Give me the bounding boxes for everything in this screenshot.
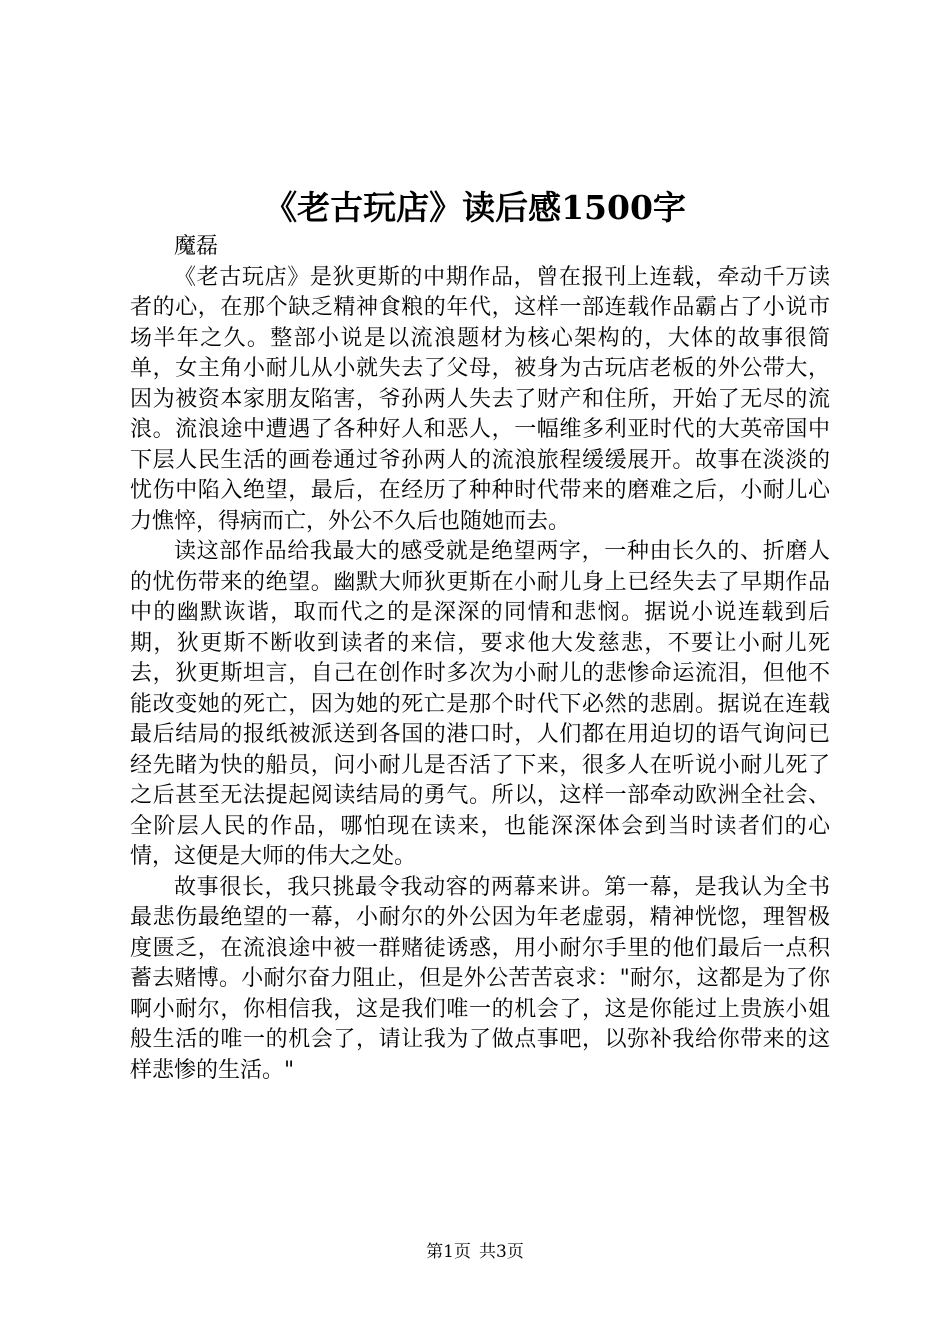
document-body <box>130 232 830 1086</box>
paragraph-1: 《老古玩店》是狄更斯的中期作品，曾在报刊上连载，牵动千万读者的心，在那个缺乏精神食粮的年代，这样一部连载作品霸占了小说市场半年之久。整部小说是以流浪题材为核心架构的，大体的故事很简单，女主角小耐儿从小就失去了父母，被身为古玩店老板的外公带大，因为被资本家朋友陷害，爷孙两人失去了财产和住所，开始了无尽的流浪。流浪途中遭遇了各种好人和恶人，一幅维多利亚时代的大英帝国中下层人民生活的画卷通过爷孙两人的流浪旅程缓缓展开。故事在淡淡的忧伤中陷入绝望，最后，在经历了种种时代带来的磨难之后，小耐儿心力憔悴，得病而亡，外公不久后也随她而去。 <box>130 264 830 534</box>
page-total: 共3页 <box>479 1242 524 1262</box>
author-name: 魔磊 <box>174 234 219 259</box>
page-number: 第1页 <box>426 1242 471 1262</box>
paragraph-3: 故事很长，我只挑最令我动容的两幕来讲。第一幕，是我认为全书最悲伤最绝望的一幕，小耐尔的外公因为年老虚弱，精神恍惚，理智极度匮乏，在流浪途中被一群赌徒诱惑，用小耐尔手里的他们最后一点积蓄去赌博。小耐尔奋力阻止，但是外公苦苦哀求："耐尔，这都是为了你啊小耐尔，你相信我，这是我们唯一的机会了，这是你能过上贵族小姐般生活的唯一的机会了，请让我为了做点事吧，以弥补我给你带来的这样悲惨的生活。" <box>130 874 830 1083</box>
paragraph-2: 读这部作品给我最大的感受就是绝望两字，一种由长久的、折磨人的忧伤带来的绝望。幽默大师狄更斯在小耐儿身上已经失去了早期作品中的幽默诙谐，取而代之的是深深的同情和悲悯。据说小说连载到后期，狄更斯不断收到读者的来信，要求他大发慈悲，不要让小耐儿死去，狄更斯坦言，自己在创作时多次为小耐儿的悲惨命运流泪，但他不能改变她的死亡，因为她的死亡是那个时代下必然的悲剧。据说在连载最后结局的报纸被派送到各国的港口时，人们都在用迫切的语气询问已经先睹为快的船员，问小耐儿是否活了下来，很多人在听说小耐儿死了之后甚至无法提起阅读结局的勇气。所以，这样一部牵动欧洲全社会、全阶层人民的作品，哪怕现在读来，也能深深体会到当时读者们的心情，这便是大师的伟大之处。 <box>130 539 830 869</box>
document-title: 《老古玩店》读后感1500字 <box>264 188 686 227</box>
page-footer <box>0 1240 950 1264</box>
